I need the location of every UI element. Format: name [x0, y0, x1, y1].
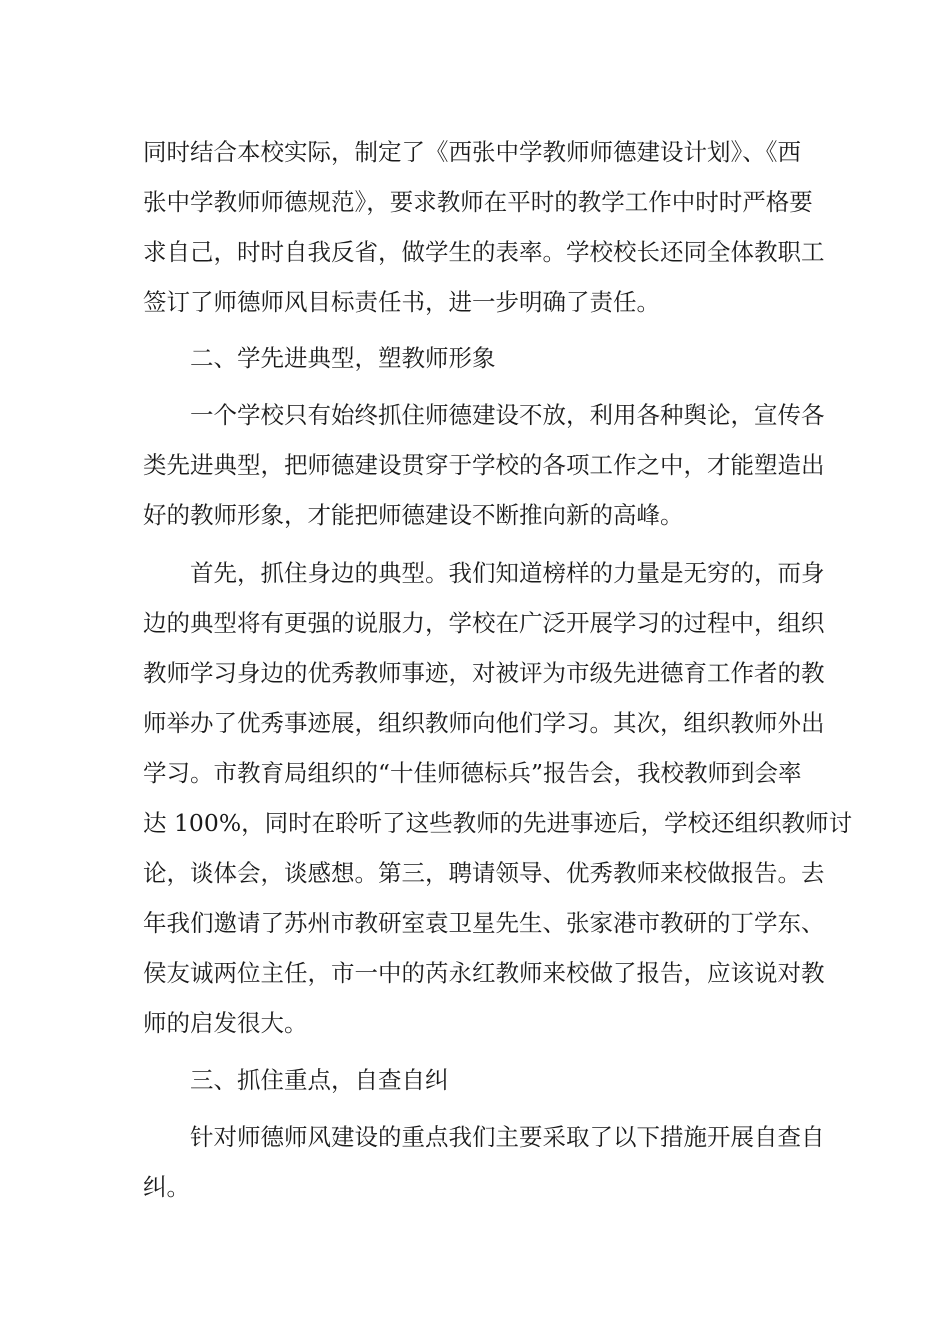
- text-line: 教师学习身边的优秀教师事迹，对被评为市级先进德育工作者的教: [143, 659, 825, 687]
- text-line: 边的典型将有更强的说服力，学校在广泛开展学习的过程中，组织: [143, 609, 825, 637]
- text-line: 侯友诚两位主任，市一中的芮永红教师来校做了报告，应该说对教: [143, 959, 825, 987]
- section-heading: 三、抓住重点，自查自纠: [190, 1066, 449, 1094]
- text-line: 一个学校只有始终抓住师德建设不放，利用各种舆论，宣传各: [190, 401, 825, 429]
- text-line: 好的教师形象，才能把师德建设不断推向新的高峰。: [143, 501, 684, 529]
- text-line: 学习。市教育局组织的“十佳师德标兵”报告会，我校教师到会率: [143, 759, 802, 787]
- text-line: 类先进典型，把师德建设贯穿于学校的各项工作之中，才能塑造出: [143, 451, 825, 479]
- text-line: 年我们邀请了苏州市教研室袁卫星先生、张家港市教研的丁学东、: [143, 909, 825, 937]
- text-line: 求自己，时时自我反省，做学生的表率。学校校长还同全体教职工: [143, 238, 825, 266]
- text-line: 首先，抓住身边的典型。我们知道榜样的力量是无穷的，而身: [190, 559, 825, 587]
- text-line: 达 100%，同时在聆听了这些教师的先进事迹后，学校还组织教师讨: [143, 809, 853, 837]
- text-line: 张中学教师师德规范》，要求教师在平时的教学工作中时时严格要: [143, 188, 813, 216]
- text-line: 师举办了优秀事迹展，组织教师向他们学习。其次，组织教师外出: [143, 709, 825, 737]
- text-line: 同时结合本校实际，制定了《西张中学教师师德建设计划》、《西: [143, 138, 801, 166]
- text-line: 师的启发很大。: [143, 1009, 308, 1037]
- text-line: 论，谈体会，谈感想。第三，聘请领导、优秀教师来校做报告。去: [143, 859, 825, 887]
- text-line: 针对师德师风建设的重点我们主要采取了以下措施开展自查自: [190, 1123, 825, 1151]
- text-line: 签订了师德师风目标责任书，进一步明确了责任。: [143, 288, 660, 316]
- section-heading: 二、学先进典型，塑教师形象: [190, 344, 496, 372]
- text-line: 纠。: [143, 1173, 190, 1201]
